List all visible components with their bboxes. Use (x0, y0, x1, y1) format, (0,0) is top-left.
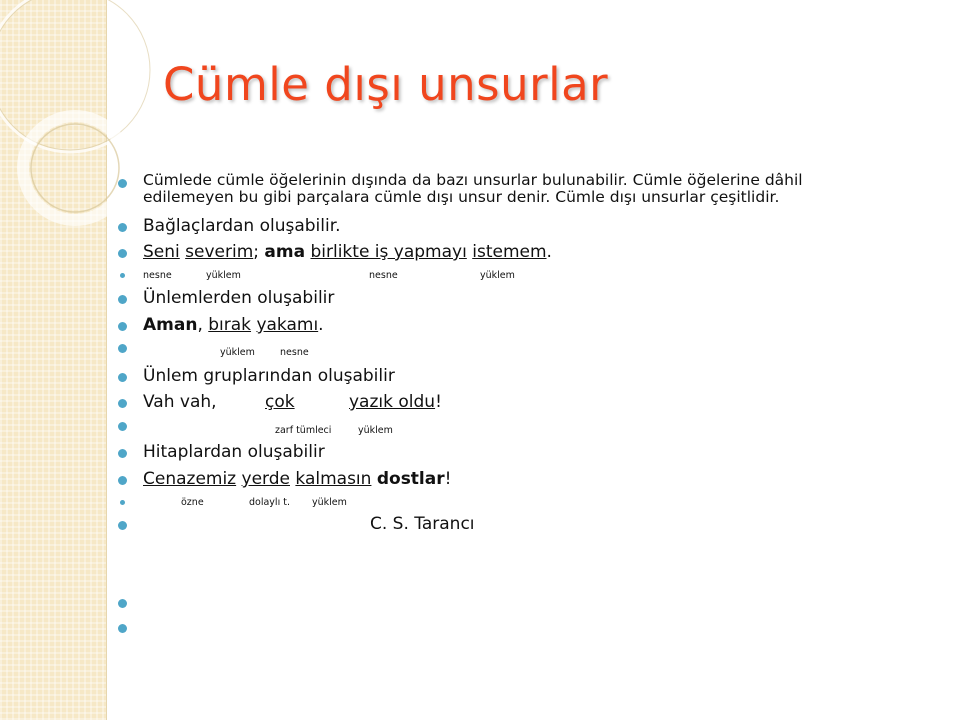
punct: . (546, 242, 552, 262)
bullet-icon (118, 249, 127, 258)
punct: , (197, 315, 203, 335)
word: yazık oldu (349, 392, 436, 412)
bullet-icon (120, 500, 125, 505)
bullet-icon (118, 295, 127, 304)
grammar-label: nesne (369, 270, 398, 281)
word: çok (265, 392, 295, 412)
list-item (118, 622, 938, 634)
decorative-sidebar (0, 0, 107, 720)
list-item (118, 597, 938, 609)
grammar-label: nesne (280, 347, 309, 358)
interjection-heading: Ünlemlerden oluşabilir (143, 288, 335, 308)
address-example (143, 469, 451, 489)
bullet-icon (118, 399, 127, 408)
word: yakamı (256, 315, 319, 335)
grammar-label: özne (181, 497, 204, 508)
word: Seni (143, 242, 180, 262)
punct: ! (444, 469, 452, 489)
bullet-icon (118, 373, 127, 382)
conjunction-heading: Bağlaçlardan oluşabilir. (143, 216, 341, 236)
bullet-icon (118, 449, 127, 458)
word: Aman (143, 315, 198, 335)
bullet-icon (118, 322, 127, 331)
grammar-label: yüklem (480, 270, 515, 281)
word: birlikte iş yapmayı (310, 242, 467, 262)
word: Cenazemiz (143, 469, 237, 489)
grammar-label: dolaylı t. (249, 497, 290, 508)
interjection-example (143, 315, 324, 335)
word: dostlar (376, 469, 445, 489)
punct: . (318, 315, 324, 335)
bullet-icon (118, 521, 127, 530)
word: yerde (241, 469, 290, 489)
intro-line-2: edilemeyen bu gibi parçalara cümle dışı unsur denir. Cümle dışı unsurlar çeşitlidir. (143, 188, 780, 206)
interjection-group-heading: Ünlem gruplarından oluşabilir (143, 366, 395, 386)
grammar-label: nesne (143, 270, 172, 281)
slide-title: Cümle dışı unsurlar (163, 58, 609, 111)
intro-text (143, 172, 803, 206)
word-group (349, 392, 442, 412)
conjunction-example (143, 242, 552, 262)
grammar-label: zarf tümleci (275, 425, 332, 436)
word: severim (185, 242, 254, 262)
bullet-icon (118, 624, 127, 633)
grammar-label: yüklem (220, 347, 255, 358)
bullet-icon (118, 179, 127, 188)
word: Vah vah, (143, 392, 217, 412)
grammar-label: yüklem (358, 425, 393, 436)
bullet-icon (118, 344, 127, 353)
punct: ; (253, 242, 259, 262)
bullet-icon (120, 273, 125, 278)
bullet-icon (118, 599, 127, 608)
word: istemem (472, 242, 547, 262)
address-heading: Hitaplardan oluşabilir (143, 442, 325, 462)
bullet-icon (118, 476, 127, 485)
grammar-label: yüklem (312, 497, 347, 508)
grammar-label: yüklem (206, 270, 241, 281)
word: ama (264, 242, 306, 262)
bullet-icon (118, 422, 127, 431)
word: bırak (208, 315, 252, 335)
punct: ! (435, 392, 442, 412)
intro-line-1: Cümlede cümle öğelerinin dışında da bazı unsurlar bulunabilir. Cümle öğelerine dâhil (143, 171, 803, 189)
bullet-icon (118, 223, 127, 232)
author-credit: C. S. Tarancı (370, 514, 475, 534)
word: kalmasın (295, 469, 372, 489)
